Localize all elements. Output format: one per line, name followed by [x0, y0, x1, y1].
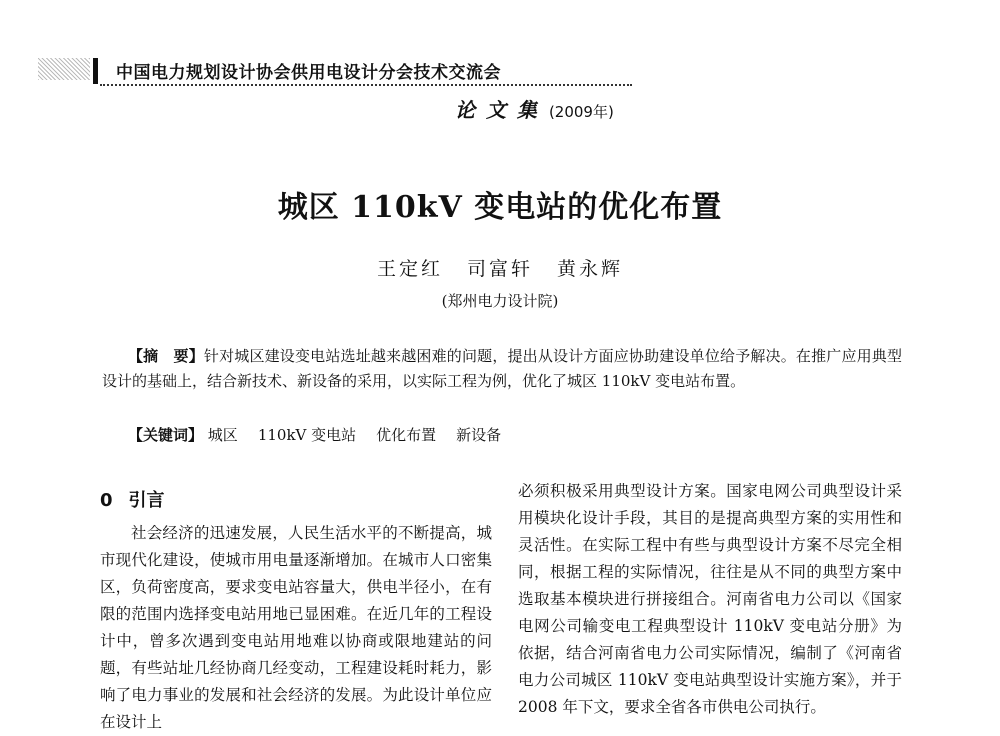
author-name: 王定红 — [376, 258, 443, 280]
header-bar — [93, 58, 98, 84]
paper-title: 城区 110kV 变电站的优化布置 — [277, 190, 723, 225]
abstract — [102, 344, 902, 394]
body-column-right: 必须积极采用典型设计方案。国家电网公司典型设计采用模块化设计手段，其目的是提高典型方案的实用性和灵活性。在实际工程中有些与典型设计方案不尽完全相同，根据工程的实际情况，往往是从不同的典型方案中选取基本模块进行拼接组合。河南省电力公司以《国家电网公司输变电工程典型设计 110kV 变电站分册》为依据，结合河南省电力公司实际情况，编制了《河南省电力公司城区 110kV 变电站典型设计实施方案》，并于 2008 年下文，要求全省各市供电公司执行。 — [518, 482, 902, 716]
author-list — [0, 254, 1000, 281]
section-title: 引言 — [128, 490, 165, 511]
keywords-label: 【关键词】 — [128, 426, 204, 444]
keyword-item: 城区 — [207, 426, 238, 444]
section-heading — [100, 486, 165, 512]
body-column-left: 社会经济的迅速发展，人民生活水平的不断提高，城市现代化建设，使城市用电量逐渐增加。在城市人口密集区，负荷密度高，要求变电站容量大，供电半径小，在有限的范围内选择变电站用地已显困难。在近几年的工程设计中，曾多次遇到变电站用地难以协商或限地建站的问题，有些站址几经协商几经变动，工程建设耗时耗力，影响了电力事业的发展和社会经济的发展。为此设计单位应在设计上 — [100, 524, 492, 731]
keywords — [102, 424, 902, 446]
header-dotted-rule — [100, 84, 632, 86]
section-number: 0 — [100, 490, 113, 511]
proceedings-name: 论 文 集 — [455, 98, 539, 122]
abstract-label: 【摘 要】 — [128, 347, 204, 365]
keyword-item: 优化布置 — [376, 426, 437, 444]
author-name: 黄永辉 — [557, 258, 624, 280]
keyword-item: 新设备 — [456, 426, 502, 444]
conference-title: 中国电力规划设计协会供用电设计分会技术交流会 — [116, 63, 501, 83]
proceedings-label — [455, 94, 614, 123]
author-affiliation: (郑州电力设计院) — [441, 292, 559, 310]
header-hatch-decoration — [38, 58, 90, 80]
author-name: 司富轩 — [466, 258, 533, 280]
keyword-item: 110kV 变电站 — [257, 426, 357, 444]
proceedings-year: (2009年) — [548, 103, 614, 121]
abstract-text: 针对城区建设变电站选址越来越困难的问题，提出从设计方面应协助建设单位给予解决。在推广应用典型设计的基础上，结合新技术、新设备的采用，以实际工程为例，优化了城区 110kV 变电站布置。 — [102, 347, 902, 390]
